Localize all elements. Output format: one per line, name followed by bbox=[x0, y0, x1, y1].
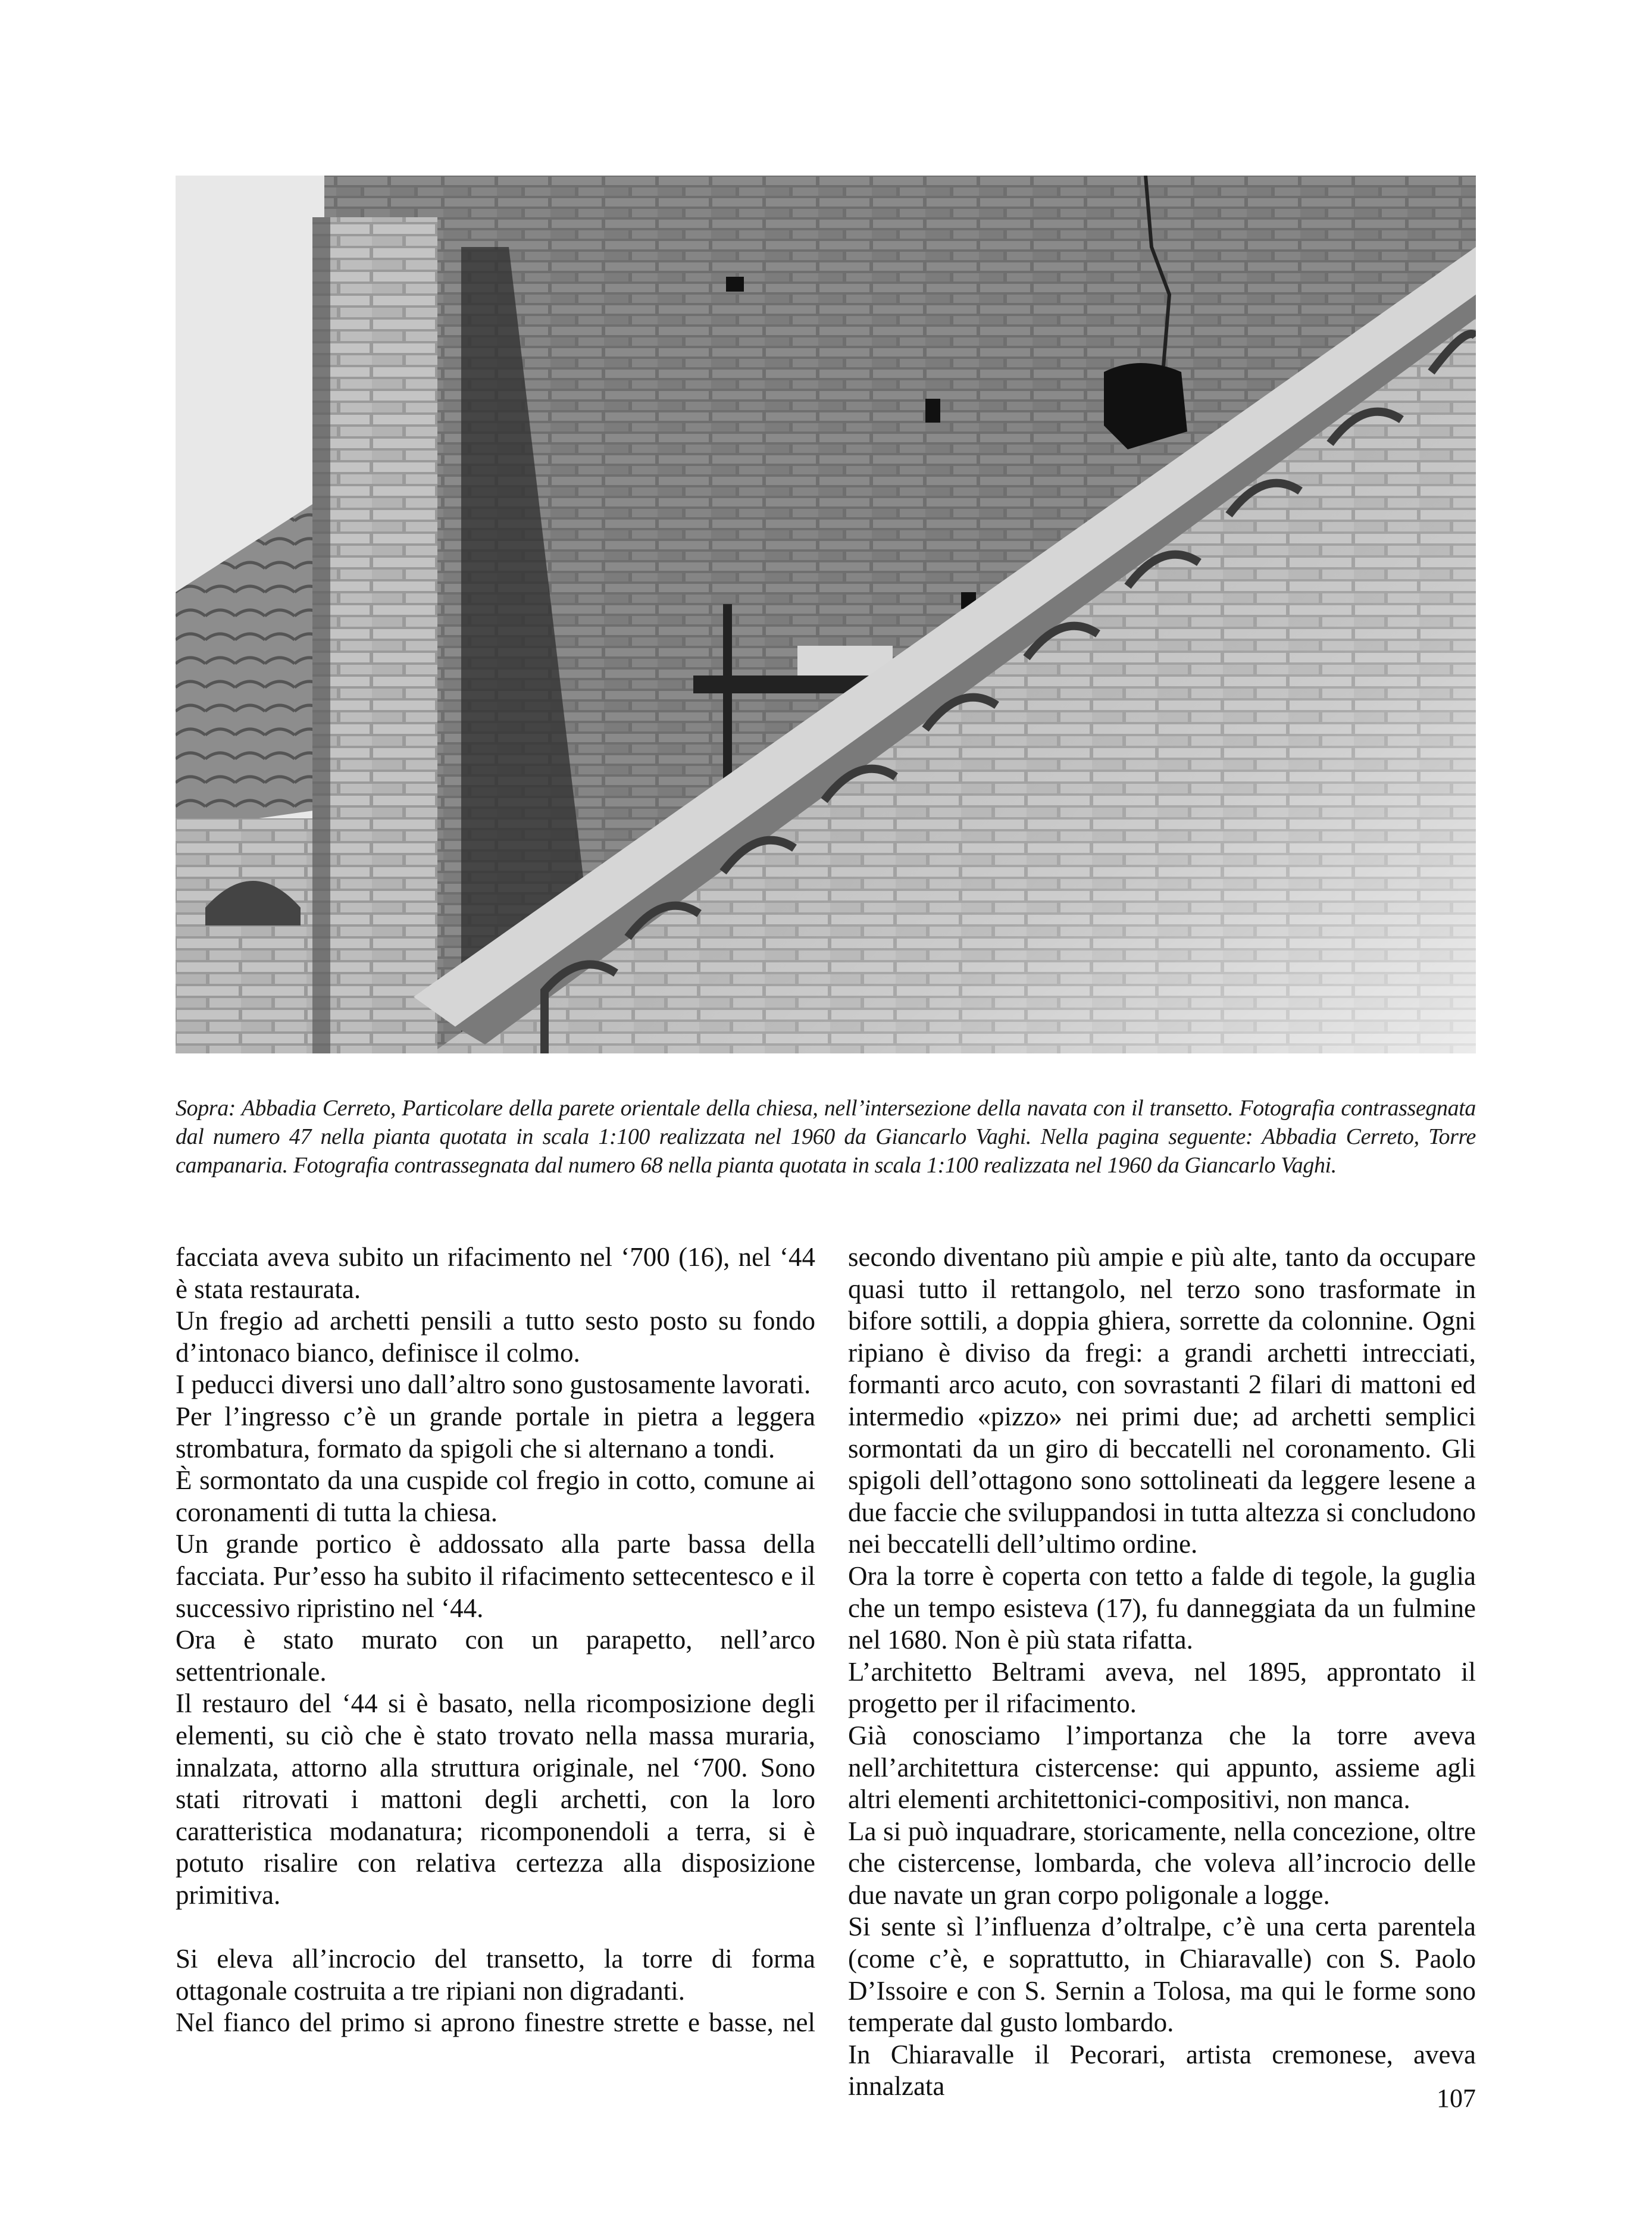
paragraph: Nel fianco del primo si aprono finestre strette e basse, nel bbox=[176, 2007, 815, 2038]
photo-brick-wall bbox=[176, 176, 1476, 1053]
paragraph: Per l’ingresso c’è un grande portale in pietra a leggera strombatura, formato da spigoli che si alternano a tondi. bbox=[176, 1401, 815, 1464]
paragraph: Un grande portico è addossato alla parte bassa della facciata. Pur’esso ha subito il rifacimento settecentesco e il successivo ripristino nel ‘44. bbox=[176, 1529, 815, 1623]
text-column-right bbox=[848, 1242, 1476, 2103]
paragraph: Un fregio ad archetti pensili a tutto sesto posto su fondo d’intonaco bianco, definisce il colmo. bbox=[176, 1306, 815, 1368]
paragraph: Si sente sì l’influenza d’oltralpe, c’è una certa parentela (come c’è, e soprattutto, in Chiaravalle) con S. Paolo D’Issoire e con S. Sernin a Tolosa, ma qui le forme sono temperate dal gusto lombardo. bbox=[848, 1912, 1476, 2038]
text-column-left bbox=[176, 1242, 815, 2039]
paragraph: facciata aveva subito un rifacimento nel ‘700 (16), nel ‘44 è stata restaurata. bbox=[176, 1242, 815, 1304]
page-number: 107 bbox=[1437, 2084, 1476, 2113]
paragraph: Ora la torre è coperta con tetto a falde di tegole, la guglia che un tempo esisteva (17), fu danneggiata da un fulmine nel 1680. Non è più stata rifatta. bbox=[848, 1561, 1476, 1655]
paragraph: L’architetto Beltrami aveva, nel 1895, approntato il progetto per il rifacimento. bbox=[848, 1656, 1476, 1719]
paragraph: secondo diventano più ampie e più alte, tanto da occupare quasi tutto il rettangolo, nel terzo sono trasformate in bifore sottili, a doppia ghiera, sorrette da colonnine. Ogni ripiano è diviso da fregi: a grandi archetti intrecciati, formanti arco acuto, con sovrastanti 2 filari di mattoni ed intermedio «pizzo» nei primi due; ad archetti semplici sormontati da un giro di beccatelli nel coronamento. Gli spigoli dell’ottagono sono sottolineati da leggere lesene a due faccie che sviluppandosi in tutta altezza si concludono nei beccatelli dell’ultimo ordine. bbox=[848, 1242, 1476, 1559]
paragraph: Si eleva all’incrocio del transetto, la torre di forma ottagonale costruita a tre ripiani non digradanti. bbox=[176, 1944, 815, 2006]
photo-illustration bbox=[176, 176, 1476, 1053]
paragraph: I peducci diversi uno dall’altro sono gustosamente lavorati. bbox=[176, 1369, 811, 1400]
paragraph: Il restauro del ‘44 si è basato, nella ricomposizione degli elementi, su ciò che è stato trovato nella massa muraria, innalzata, attorno alla struttura originale, nel ‘700. Sono stati ritrovati i mattoni degli archetti, con la loro caratteristica modanatura; ricomponendoli a terra, si è potuto risalire con relativa certezza alla disposizione primitiva. bbox=[176, 1688, 815, 1910]
paragraph: La si può inquadrare, storicamente, nella concezione, oltre che cistercense, lombarda, che voleva all’incrocio delle due navate un gran corpo poligonale a logge. bbox=[848, 1816, 1476, 1910]
paragraph: In Chiaravalle il Pecorari, artista cremonese, aveva innalzata bbox=[848, 2039, 1476, 2102]
paragraph: Ora è stato murato con un parapetto, nell’arco settentrionale. bbox=[176, 1625, 815, 1687]
figure-caption: Sopra: Abbadia Cerreto, Particolare della parete orientale della chiesa, nell’intersezione della navata con il transetto. Fotografia contrassegnata dal numero 47 nella pianta quotata in scala 1:100 realizzata nel 1960 da Giancarlo Vaghi. Nella pagina seguente: Abbadia Cerreto, Torre campanaria. Fotografia contrassegnata dal numero 68 nella pianta quotata in scala 1:100 realizzata nel 1960 da Giancarlo Vaghi. bbox=[176, 1096, 1476, 1178]
paragraph: Già conosciamo l’importanza che la torre aveva nell’architettura cistercense: qui appunto, assieme agli altri elementi architettonici-compositivi, non manca. bbox=[848, 1720, 1476, 1815]
paragraph: È sormontato da una cuspide col fregio in cotto, comune ai coronamenti di tutta la chiesa. bbox=[176, 1465, 815, 1527]
